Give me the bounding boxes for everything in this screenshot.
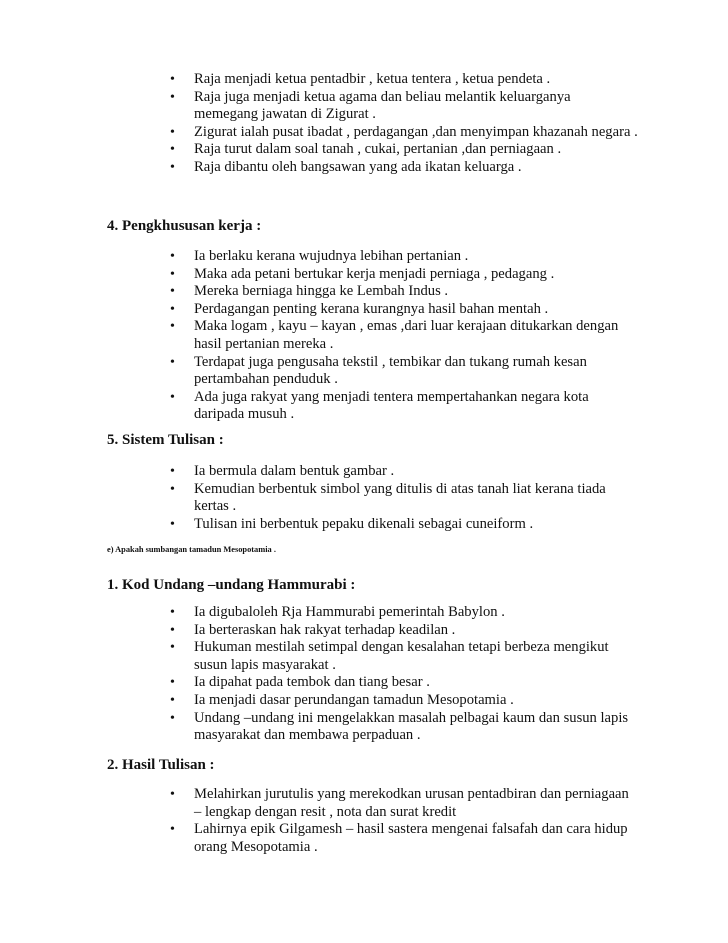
- list-item: [0, 283, 728, 301]
- list-item-text: Lahirnya epik Gilgamesh – hasil sastera mengenai falsafah dan cara hidup orang Mesopotamia .: [194, 821, 628, 855]
- section-heading: 4. Pengkhususan kerja :: [107, 218, 262, 234]
- section-heading: 2. Hasil Tulisan :: [107, 757, 215, 773]
- list-item: [0, 710, 728, 745]
- list-item: [0, 674, 728, 692]
- section-4-list: [0, 248, 728, 424]
- list-item-text: Terdapat juga pengusaha tekstil , tembikar dan tukang rumah kesan pertambahan penduduk .: [194, 353, 587, 388]
- section-heading: 5. Sistem Tulisan :: [107, 432, 224, 448]
- list-item-text: Raja juga menjadi ketua agama dan beliau melantik keluarganya memegang jawatan di Zigurat .: [194, 88, 571, 123]
- bullet-icon: •: [170, 787, 175, 802]
- list-item-text: Tulisan ini berbentuk pepaku dikenali sebagai cuneiform .: [194, 515, 534, 532]
- list-item: [0, 266, 728, 284]
- hasil-body: [0, 786, 728, 856]
- bullet-icon: •: [170, 481, 175, 497]
- list-item-text: Kemudian berbentuk simbol yang ditulis di atas tanah liat kerana tiada kertas .: [194, 480, 606, 515]
- list-item-text: Raja dibantu oleh bangsawan yang ada ikatan keluarga .: [194, 158, 522, 175]
- bullet-icon: •: [170, 301, 175, 317]
- bullet-icon: •: [170, 605, 175, 620]
- section-heading: 1. Kod Undang –undang Hammurabi :: [107, 577, 356, 593]
- section-4-body: [0, 248, 728, 424]
- list-item: [0, 821, 728, 856]
- bullet-icon: •: [170, 89, 175, 105]
- list-item-text: Ia menjadi dasar perundangan tamadun Mesopotamia .: [194, 691, 514, 708]
- hammurabi-body: [0, 604, 728, 745]
- list-item-text: Maka logam , kayu – kayan , emas ,dari luar kerajaan ditukarkan dengan hasil pertanian mereka .: [194, 318, 619, 352]
- bullet-icon: •: [170, 284, 175, 300]
- bullet-icon: •: [170, 692, 175, 708]
- list-item-text: Hukuman mestilah setimpal dengan kesalahan tetapi berbeza mengikut susun lapis masyarakat .: [194, 639, 609, 673]
- hasil-list: [0, 786, 728, 856]
- list-item: [0, 318, 728, 353]
- bullet-icon: •: [170, 675, 175, 691]
- list-item: [0, 692, 728, 710]
- bullet-icon: •: [170, 389, 175, 405]
- list-item: [0, 604, 728, 622]
- section-5-list: [0, 463, 728, 533]
- list-item: [0, 248, 728, 266]
- list-item-text: Mereka berniaga hingga ke Lembah Indus .: [194, 283, 449, 300]
- list-item-text: Raja menjadi ketua pentadbir , ketua tentera , ketua pendeta .: [194, 71, 551, 87]
- bullet-icon: •: [170, 159, 175, 175]
- list-item-text: Ada juga rakyat yang menjadi tentera mempertahankan negara kota daripada musuh .: [194, 388, 589, 423]
- list-item: [0, 516, 728, 534]
- bullet-icon: •: [170, 710, 175, 726]
- list-item-text: Raja turut dalam soal tanah , cukai, pertanian ,dan perniagaan .: [194, 141, 562, 158]
- bullet-icon: •: [170, 72, 175, 87]
- bullet-icon: •: [170, 516, 175, 532]
- section-5-body: [0, 463, 728, 533]
- bullet-icon: •: [170, 249, 175, 264]
- list-item: [0, 786, 728, 821]
- bullet-icon: •: [170, 319, 175, 335]
- bullet-icon: •: [170, 142, 175, 158]
- bullet-icon: •: [170, 822, 175, 838]
- list-item-text: Ia berteraskan hak rakyat terhadap keadilan .: [194, 621, 456, 638]
- list-item-text: Zigurat ialah pusat ibadat , perdagangan ,dan menyimpan khazanah negara .: [194, 123, 638, 140]
- intro-list: [0, 71, 728, 177]
- list-item: [0, 301, 728, 319]
- list-item-text: Ia bermula dalam bentuk gambar .: [194, 463, 395, 479]
- hammurabi-list: [0, 604, 728, 745]
- list-item: [0, 463, 728, 481]
- list-item: [0, 141, 728, 159]
- list-item-text: Ia dipahat pada tembok dan tiang besar .: [194, 674, 430, 691]
- bullet-icon: •: [170, 640, 175, 656]
- list-item: [0, 159, 728, 177]
- bullet-icon: •: [170, 464, 175, 479]
- bullet-icon: •: [170, 266, 175, 282]
- list-item: [0, 354, 728, 389]
- list-item: [0, 622, 728, 640]
- list-item-text: Undang –undang ini mengelakkan masalah pelbagai kaum dan susun lapis masyarakat dan membawa perpaduan .: [194, 709, 629, 744]
- list-item: [0, 481, 728, 516]
- list-item-text: Ia berlaku kerana wujudnya lebihan pertanian .: [194, 248, 469, 264]
- question-heading: e) Apakah sumbangan tamadun Mesopotamia .: [107, 545, 276, 554]
- bullet-icon: •: [170, 354, 175, 370]
- bullet-icon: •: [170, 622, 175, 638]
- bullet-icon: •: [170, 124, 175, 140]
- list-item: [0, 71, 728, 89]
- list-item: [0, 639, 728, 674]
- list-item-text: Ia digubaloleh Rja Hammurabi pemerintah Babylon .: [194, 604, 505, 620]
- list-item: [0, 124, 728, 142]
- list-item: [0, 389, 728, 424]
- list-item-text: Perdagangan penting kerana kurangnya hasil bahan mentah .: [194, 300, 549, 317]
- list-item: [0, 89, 728, 124]
- list-item-text: Melahirkan jurutulis yang merekodkan urusan pentadbiran dan perniagaan – lengkap dengan resit , nota dan surat kredit: [194, 786, 629, 820]
- list-item-text: Maka ada petani bertukar kerja menjadi perniaga , pedagang .: [194, 265, 555, 282]
- intro-section: [0, 71, 728, 177]
